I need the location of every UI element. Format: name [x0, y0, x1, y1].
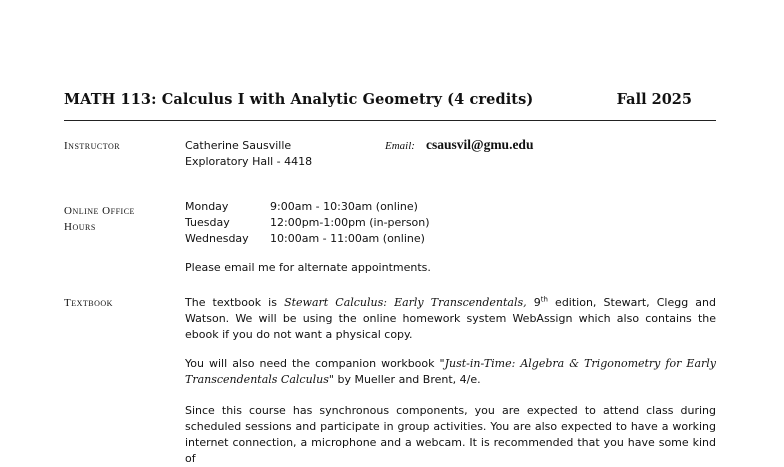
office-hours-label-line2: Hours	[64, 221, 96, 233]
header-divider	[64, 120, 716, 121]
textbook-edition-number: 9	[526, 296, 541, 309]
office-hours-day: Monday	[185, 200, 229, 213]
course-title: MATH 113: Calculus I with Analytic Geometry (4 credits)	[64, 91, 534, 108]
office-hours-time: 9:00am - 10:30am (online)	[270, 200, 418, 213]
office-hours-section-label	[64, 203, 135, 235]
textbook-p1-post: edition, Stewart, Clegg and Watson. We will be using the online homework system WebAssign which also contains the ebook if you do not want a physical copy.	[185, 296, 717, 341]
workbook-title: Just-in-Time: Algebra & Trigonometry for Early Transcendentals Calculus	[185, 357, 716, 386]
textbook-p1-pre: The textbook is	[185, 296, 285, 309]
term-label: Fall 2025	[616, 91, 692, 108]
alternate-appointments-note: Please email me for alternate appointments.	[185, 261, 431, 274]
textbook-paragraph-3: Since this course has synchronous components, you are expected to attend class during scheduled sessions and participate in group activities. You are also expected to have a working internet connection, a microphone and a webcam. It is recommended that you have some kind of	[185, 404, 716, 465]
textbook-edition-suffix: th	[540, 295, 548, 304]
textbook-p2-post: " by Mueller and Brent, 4/e.	[328, 373, 481, 386]
textbook-paragraph-2	[185, 356, 716, 388]
office-hours-time: 12:00pm-1:00pm (in-person)	[270, 216, 430, 229]
email-label: Email:	[385, 140, 415, 152]
textbook-paragraph-1	[185, 295, 716, 343]
email-address[interactable]: csausvil@gmu.edu	[426, 137, 534, 152]
textbook-title: Stewart Calculus: Early Transcendentals,	[284, 296, 527, 309]
instructor-office: Exploratory Hall - 4418	[185, 155, 313, 168]
office-hours-day: Tuesday	[185, 216, 230, 229]
instructor-section-label: Instructor	[64, 140, 121, 152]
textbook-p2-pre: You will also need the companion workbook "	[185, 357, 445, 370]
office-hours-time: 10:00am - 11:00am (online)	[270, 232, 425, 245]
office-hours-day: Wednesday	[185, 232, 249, 245]
instructor-name: Catherine Sausville	[185, 139, 292, 152]
textbook-section-label: Textbook	[64, 297, 113, 309]
office-hours-label-line1: Online Office	[64, 205, 135, 217]
